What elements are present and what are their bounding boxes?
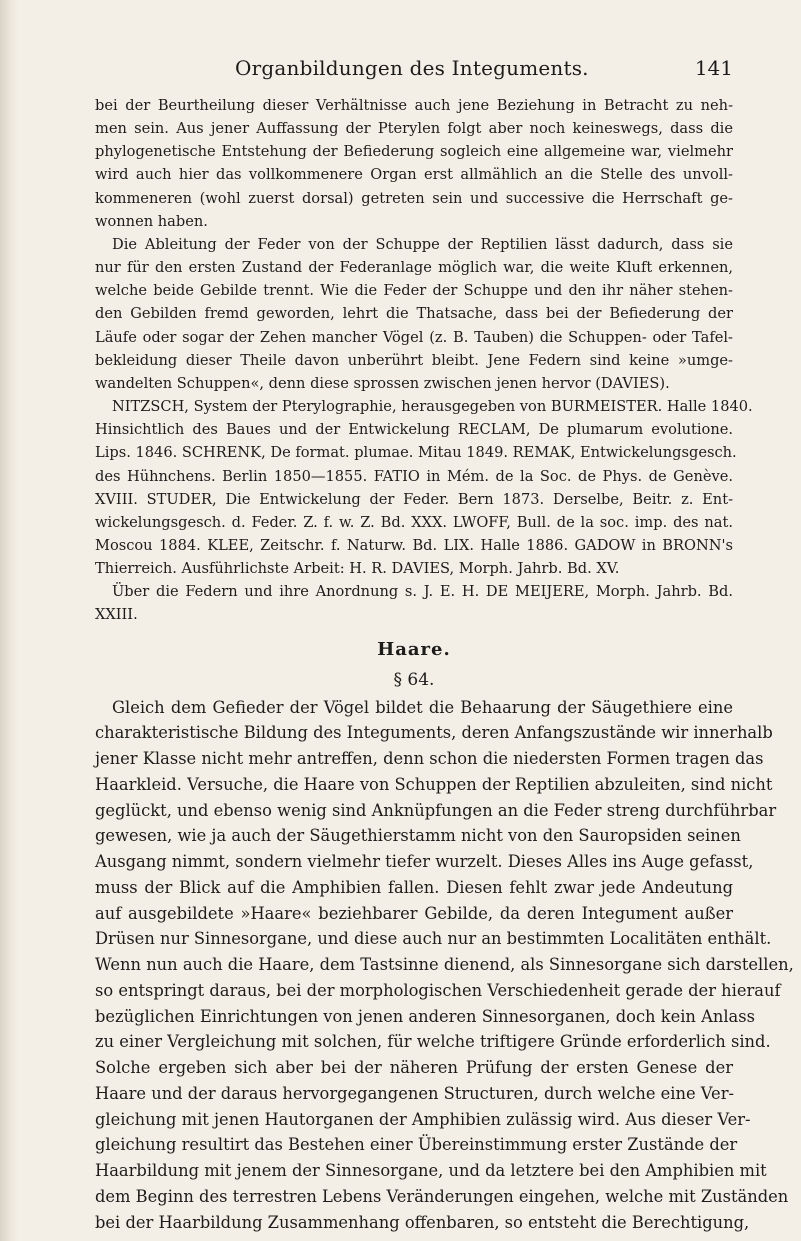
text-line: Läufe oder sogar der Zehen mancher Vögel (z. B. Tauben) die Schuppen- oder Tafel- — [95, 328, 733, 346]
text-line: wonnen haben. — [95, 212, 208, 230]
section-title: Haare. — [377, 638, 451, 660]
page-gutter-shadow — [0, 0, 18, 1241]
text-line: bei der Haarbildung Zusammenhang offenbaren, so entsteht die Berechtigung, — [95, 1212, 750, 1232]
text-line: bei der Beurtheilung dieser Verhältnisse auch jene Beziehung in Betracht zu neh- — [95, 97, 733, 114]
text-line: jener Klasse nicht mehr antreffen, denn schon die niedersten Formen tragen das — [95, 749, 764, 769]
text-line: Gleich dem Gefieder der Vögel bildet die Behaarung der Säugethiere eine — [112, 697, 733, 717]
text-line: Wenn nun auch die Haare, dem Tastsinne dienend, als Sinnesorgane sich darstellen, — [95, 955, 794, 975]
text-line: phylogenetische Entstehung der Befiederung sogleich eine allgemeine war, vielmehr — [95, 143, 733, 161]
text-line: muss der Blick auf die Amphibien fallen. Diesen fehlt zwar jede Andeutung — [95, 877, 733, 897]
text-line: welche beide Gebilde trennt. Wie die Feder der Schuppe und den ihr näher stehen- — [95, 282, 733, 300]
page-number: 141 — [694, 56, 733, 80]
text-line: Solche ergeben sich aber bei der näheren Prüfung der ersten Genese der — [95, 1058, 733, 1078]
running-title: Organbildungen des Integuments. — [235, 56, 589, 80]
paragraph-literature-meijere — [95, 580, 733, 626]
text-line: bezüglichen Einrichtungen von jenen anderen Sinnesorganen, doch kein Anlass — [95, 1006, 755, 1026]
text-line: Thierreich. Ausführlichste Arbeit: H. R. DAVIES, Morph. Jahrb. Bd. XV. — [95, 560, 620, 578]
text-line: auf ausgebildete »Haare« beziehbarer Gebilde, da deren Integument außer — [95, 903, 733, 923]
text-line: Ausgang nimmt, sondern vielmehr tiefer wurzelt. Dieses Alles ins Auge gefasst, — [95, 852, 754, 872]
text-line: gleichung resultirt das Bestehen einer Übereinstimmung erster Zustände der — [95, 1135, 738, 1155]
text-line: dem Beginn des terrestren Lebens Veränderungen eingehen, welche mit Zuständen — [95, 1186, 789, 1206]
text-line: XXIII. — [95, 606, 138, 624]
text-line: geglückt, und ebenso wenig sind Anknüpfungen an die Feder streng durchführbar — [95, 800, 777, 820]
text-line: Lips. 1846. SCHRENK, De format. plumae. Mitau 1849. REMAK, Entwickelungsgesch. — [95, 444, 737, 462]
text-line: gleichung mit jenen Hautorganen der Amphibien zulässig wird. Aus dieser Ver- — [95, 1109, 751, 1129]
text-line: Drüsen nur Sinnesorgane, und diese auch nur an bestimmten Localitäten enthält. — [95, 929, 772, 949]
text-line: wandelten Schuppen«, denn diese sprossen zwischen jenen hervor (DAVIES). — [95, 374, 670, 392]
text-line: Die Ableitung der Feder von der Schuppe der Reptilien lässt dadurch, dass sie — [112, 235, 733, 253]
text-line: Moscou 1884. KLEE, Zeitschr. f. Naturw. Bd. LIX. Halle 1886. GADOW in BRONN's — [95, 536, 733, 554]
text-line: nur für den ersten Zustand der Federanlage möglich war, die weite Kluft erkennen, — [95, 259, 733, 277]
text-line: wird auch hier das vollkommenere Organ erst allmählich an die Stelle des unvoll- — [95, 166, 733, 184]
text-line: wickelungsgesch. d. Feder. Z. f. w. Z. Bd. XXX. LWOFF, Bull. de la soc. imp. des nat. — [95, 513, 733, 531]
text-line: Haare und der daraus hervorgegangenen Structuren, durch welche eine Ver- — [95, 1083, 734, 1103]
text-line: bekleidung dieser Theile davon unberührt bleibt. Jene Federn sind keine »umge- — [95, 351, 733, 369]
running-header — [95, 56, 733, 86]
text-line: Hinsichtlich des Baues und der Entwickelung RECLAM, De plumarum evolutione. — [95, 421, 733, 439]
text-line: Haarkleid. Versuche, die Haare von Schuppen der Reptilien abzuleiten, sind nicht — [95, 774, 773, 794]
paragraph-ableitung — [95, 233, 733, 395]
text-line: kommeneren (wohl zuerst dorsal) getreten sein und successive die Herrschaft ge- — [95, 189, 733, 207]
text-line: XVIII. STUDER, Die Entwickelung der Feder. Bern 1873. Derselbe, Beitr. z. Ent- — [95, 490, 733, 508]
text-line: NITZSCH, System der Pterylographie, herausgegeben von BURMEISTER. Halle 1840. — [112, 398, 753, 416]
text-line: charakteristische Bildung des Integuments, deren Anfangszustände wir innerhalb — [95, 723, 773, 743]
page-body — [95, 94, 794, 1235]
section-number: § 64. — [393, 669, 435, 690]
paragraph-haare — [95, 695, 794, 1236]
paragraph-literature — [95, 395, 753, 580]
text-line: Haarbildung mit jenem der Sinnesorgane, und da letztere bei den Amphibien mit — [95, 1161, 767, 1181]
text-line: zu einer Vergleichung mit solchen, für welche triftigere Gründe erforderlich sind. — [95, 1032, 771, 1052]
text-line: men sein. Aus jener Auffassung der Pterylen folgt aber noch keineswegs, dass die — [95, 120, 733, 138]
text-line: Über die Federn und ihre Anordnung s. J. E. H. DE MEIJERE, Morph. Jahrb. Bd. — [112, 583, 733, 601]
paragraph-pterylen — [95, 94, 733, 233]
text-line: gewesen, wie ja auch der Säugethierstamm nicht von den Sauropsiden seinen — [95, 826, 741, 846]
text-line: so entspringt daraus, bei der morphologischen Verschiedenheit gerade der hierauf — [95, 980, 781, 1000]
text-line: des Hühnchens. Berlin 1850—1855. FATIO in Mém. de la Soc. de Phys. de Genève. — [95, 467, 733, 485]
text-line: den Gebilden fremd geworden, lehrt die Thatsache, dass bei der Befiederung der — [95, 305, 733, 323]
